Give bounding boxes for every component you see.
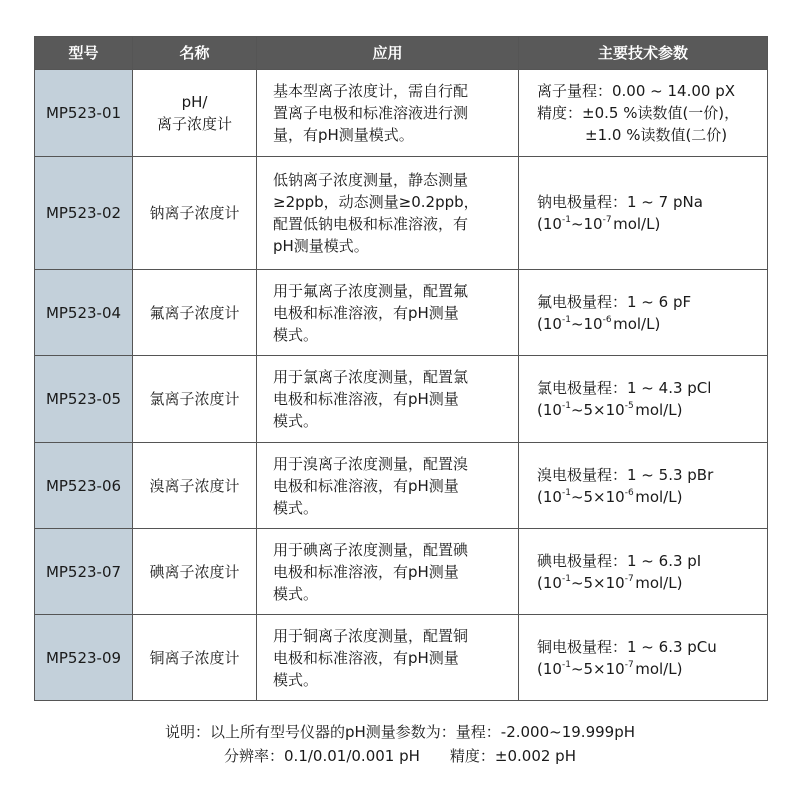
name-cell (133, 529, 257, 615)
header-application: 应用 (257, 37, 519, 70)
name-line: 氯离子浓度计 (149, 390, 240, 408)
spec-table (34, 36, 768, 701)
model-cell: MP523-02 (35, 157, 133, 270)
footnote-resolution: 分辨率：0.1/0.01/0.001 pH (224, 747, 420, 765)
spec-cell (519, 529, 768, 615)
name-line: 离子浓度计 (156, 115, 232, 133)
application-cell (257, 615, 519, 701)
application-line: 电极和标准溶液，有pH测量 (273, 562, 459, 581)
spec-cell (519, 443, 768, 529)
spec-cell (519, 270, 768, 356)
name-cell (133, 70, 257, 157)
name-line: 碘离子浓度计 (149, 562, 240, 581)
application-line: 模式。 (273, 498, 319, 517)
footnote-line-2 (0, 745, 800, 767)
name-line: 铜离子浓度计 (149, 648, 240, 667)
table-row (35, 157, 768, 270)
name-line: pH/ (181, 93, 208, 111)
application-line: 用于碘离子浓度测量，配置碘 (273, 540, 469, 559)
application-cell (257, 356, 519, 443)
application-line: 电极和标准溶液，有pH测量 (273, 476, 459, 495)
model-cell: MP523-09 (35, 615, 133, 701)
spec-concentration: ($10^{-1}\sim 5\times 10^{-7}$ mol/L) (537, 659, 683, 678)
table-row (35, 270, 768, 356)
table-header-row (35, 37, 768, 70)
spec-range: 溴电极量程：1 ~ 5.3 pBr (537, 465, 714, 484)
table-row (35, 615, 768, 701)
spec-range: 铜电极量程：1 ~ 6.3 pCu (537, 637, 717, 656)
table-row (35, 70, 768, 157)
application-cell (257, 157, 519, 270)
application-cell (257, 529, 519, 615)
name-cell (133, 443, 257, 529)
application-line: 模式。 (273, 670, 319, 689)
spec-range: 氯电极量程：1 ~ 4.3 pCl (537, 379, 712, 397)
spec-concentration: ($10^{-1}\sim 5\times 10^{-6}$ mol/L) (537, 487, 683, 506)
spec-concentration: ($10^{-1}\sim 10^{-7}$ mol/L) (537, 215, 661, 233)
application-line: 量，有pH测量模式。 (273, 126, 414, 144)
name-cell (133, 270, 257, 356)
name-line: 溴离子浓度计 (149, 476, 240, 495)
application-line: 置离子电极和标准溶液进行测 (273, 104, 469, 122)
spec-cell (519, 356, 768, 443)
application-cell (257, 70, 519, 157)
name-cell (133, 615, 257, 701)
application-line: 用于铜离子浓度测量，配置铜 (273, 626, 469, 645)
spec-range: 碘电极量程：1 ~ 6.3 pI (537, 551, 702, 570)
table-row (35, 356, 768, 443)
footnote-accuracy: 精度：±0.002 pH (449, 747, 576, 765)
application-line: 低钠离子浓度测量，静态测量 (273, 171, 469, 189)
application-line: 用于氟离子浓度测量，配置氟 (273, 281, 469, 300)
table-row (35, 443, 768, 529)
application-line: 用于溴离子浓度测量，配置溴 (273, 454, 469, 473)
model-cell: MP523-05 (35, 356, 133, 443)
spec-cell (519, 157, 768, 270)
application-line: 电极和标准溶液，有pH测量 (273, 303, 459, 322)
application-cell (257, 270, 519, 356)
spec-concentration: ($10^{-1}\sim 5\times 10^{-7}$ mol/L) (537, 573, 683, 592)
application-line: 配置低钠电极和标准溶液，有 (273, 215, 469, 233)
header-specs: 主要技术参数 (519, 37, 768, 70)
spec-accuracy: 精度：±0.5 %读数值(一价)， (537, 104, 740, 122)
name-line: 氟离子浓度计 (149, 303, 240, 322)
application-line: 模式。 (273, 412, 319, 430)
table-row (35, 529, 768, 615)
header-model: 型号 (35, 37, 133, 70)
spec-cell (519, 70, 768, 157)
model-cell: MP523-07 (35, 529, 133, 615)
application-line: ≥2ppb，动态测量≥0.2ppb， (273, 193, 479, 211)
spec-accuracy-divalent: ±1.0 %读数值(二价) (585, 126, 728, 144)
header-name: 名称 (133, 37, 257, 70)
application-line: pH测量模式。 (273, 237, 369, 255)
application-line: 电极和标准溶液，有pH测量 (273, 390, 459, 408)
model-cell: MP523-04 (35, 270, 133, 356)
spec-range: 氟电极量程：1 ~ 6 pF (537, 292, 692, 311)
spec-concentration: ($10^{-1}\sim 10^{-6}$ mol/L) (537, 314, 661, 333)
name-line: 钠离子浓度计 (149, 204, 240, 222)
name-cell (133, 157, 257, 270)
application-cell (257, 443, 519, 529)
model-cell: MP523-06 (35, 443, 133, 529)
spec-range: 离子量程：0.00 ~ 14.00 pX (537, 82, 736, 100)
application-line: 电极和标准溶液，有pH测量 (273, 648, 459, 667)
application-line: 模式。 (273, 325, 319, 344)
spec-cell (519, 615, 768, 701)
spec-concentration: ($10^{-1}\sim 5\times 10^{-5}$ mol/L) (537, 401, 683, 419)
name-cell (133, 356, 257, 443)
application-line: 基本型离子浓度计，需自行配 (273, 82, 469, 100)
model-cell: MP523-01 (35, 70, 133, 157)
footnote-line-1: 说明：以上所有型号仪器的pH测量参数为：量程：-2.000~19.999pH (164, 723, 635, 741)
spec-range: 钠电极量程：1 ~ 7 pNa (537, 193, 703, 211)
application-line: 用于氯离子浓度测量，配置氯 (273, 368, 469, 386)
application-line: 模式。 (273, 584, 319, 603)
